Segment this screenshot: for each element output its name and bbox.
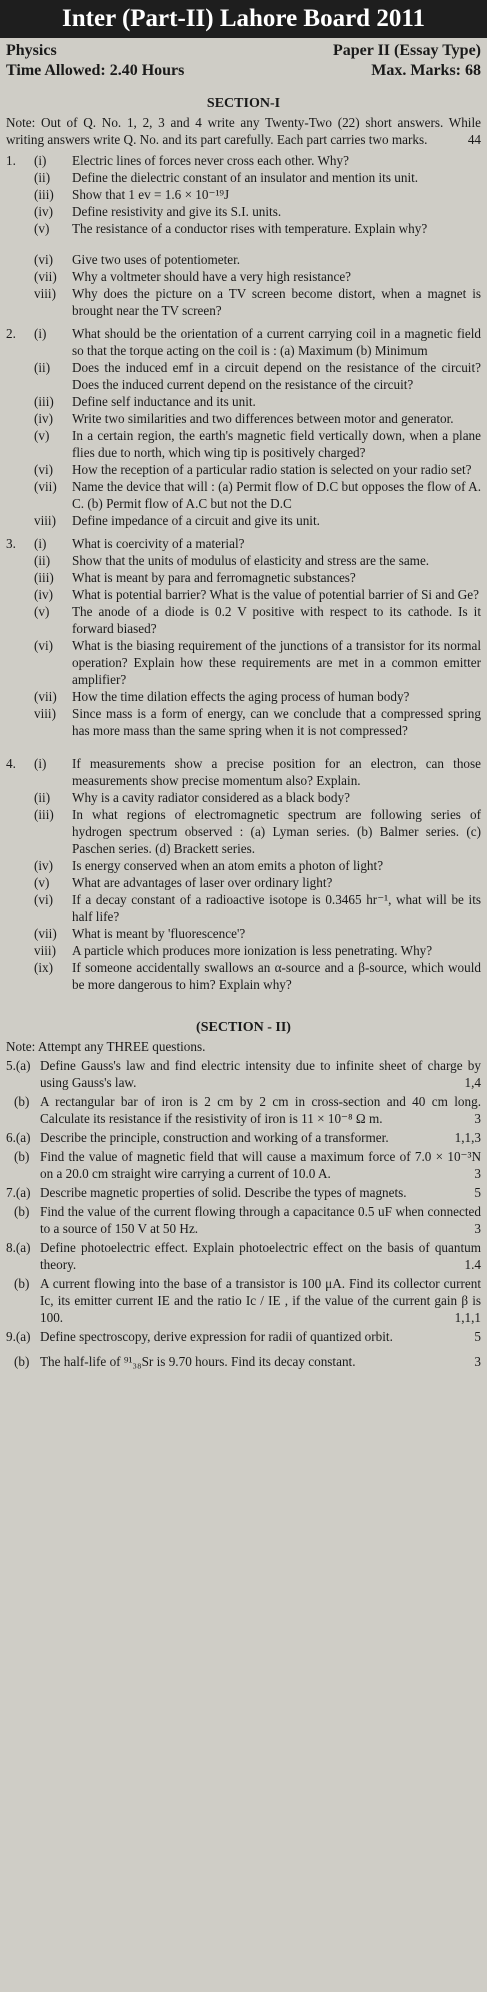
question-part (34, 220, 481, 237)
question-part (34, 925, 481, 942)
part-text: What are advantages of laser over ordinary light? (72, 875, 333, 890)
part-label: (ii) (34, 360, 51, 375)
long-question-body (40, 1239, 481, 1273)
section-1-note (6, 114, 481, 148)
part-label: (vii) (34, 269, 57, 284)
question-part (34, 359, 481, 393)
question-part (34, 569, 481, 586)
long-question (6, 1328, 481, 1345)
part-text: Is energy conserved when an atom emits a photon of light? (72, 858, 384, 873)
part-text: If measurements show a precise position for an electron, can those measurements show precise momentum also? Explain. (72, 756, 481, 788)
question-part (34, 325, 481, 359)
part-text: The anode of a diode is 0.2 V positive with respect to its cathode. Is it forward biased? (72, 604, 481, 636)
part-label: (ii) (34, 553, 51, 568)
section-2-questions (6, 1057, 481, 1370)
long-question-body (40, 1057, 481, 1091)
part-text: In a certain region, the earth's magnetic field vertically down, when a plane flies due to north, which wing tip is positively charged? (72, 428, 481, 460)
part-label: (i) (34, 326, 47, 341)
part-label: (iv) (34, 204, 54, 219)
part-text: Why does the picture on a TV screen become distort, when a magnet is brought near the TV screen? (72, 286, 481, 318)
part-text: Show that the units of modulus of elasticity and stress are the same. (72, 553, 430, 568)
long-question-number: (b) (14, 1354, 30, 1369)
part-text: What is coercivity of a material? (72, 536, 245, 551)
part-text: Electric lines of forces never cross each other. Why? (72, 153, 349, 168)
question-parts (34, 535, 481, 739)
note-marks: 44 (467, 132, 481, 147)
part-text: Give two uses of potentiometer. (72, 252, 241, 267)
part-text: Name the device that will : (a) Permit flow of D.C but opposes the flow of A. C. (b) Permit flow of A.C but not the D.C (72, 479, 481, 511)
long-question-body (40, 1093, 481, 1127)
long-question-marks: 3 (474, 1111, 481, 1126)
question-part (34, 152, 481, 169)
part-label: viii) (34, 706, 56, 721)
question-part (34, 857, 481, 874)
part-label: (vii) (34, 479, 57, 494)
part-label: viii) (34, 286, 56, 301)
part-label: (iv) (34, 858, 54, 873)
part-text: What is meant by para and ferromagnetic substances? (72, 570, 356, 585)
meta-row-1 (6, 41, 481, 61)
paper-type: Paper II (Essay Type) (332, 42, 481, 59)
subject: Physics (6, 42, 57, 59)
part-label: (i) (34, 153, 47, 168)
question-part (34, 410, 481, 427)
part-text: If someone accidentally swallows an α-source and a β-source, which would be more dangerous to him? Explain why? (72, 960, 481, 992)
part-text: Define self inductance and its unit. (72, 394, 256, 409)
long-question (6, 1057, 481, 1091)
part-label: (ix) (34, 960, 54, 975)
long-question-body (40, 1129, 481, 1146)
question-3 (6, 535, 481, 739)
part-text: Define impedance of a circuit and give its unit. (72, 513, 320, 528)
long-question-body (40, 1203, 481, 1237)
long-question-body (40, 1148, 481, 1182)
part-label: viii) (34, 513, 56, 528)
part-label: viii) (34, 943, 56, 958)
part-label: (v) (34, 221, 50, 236)
long-question-text: Define photoelectric effect. Explain photoelectric effect on the basis of quantum theory. (40, 1240, 481, 1272)
long-question-marks: 3 (474, 1221, 481, 1236)
long-question-body (40, 1353, 481, 1370)
question-part (34, 874, 481, 891)
question-part (34, 942, 481, 959)
part-label: (v) (34, 875, 50, 890)
question-number: 4. (6, 756, 16, 771)
long-question-number: 9.(a) (6, 1329, 31, 1344)
part-label: (iv) (34, 587, 54, 602)
question-2 (6, 325, 481, 529)
long-question-marks: 5 (474, 1329, 481, 1344)
part-text: Does the induced emf in a circuit depend on the resistance of the circuit? Does the induced current depend on the resistance of the circuit? (72, 360, 481, 392)
part-text: Define resistivity and give its S.I. units. (72, 204, 282, 219)
long-question-text: A current flowing into the base of a transistor is 100 μA. Find its collector current Ic, its emitter current IE and the ratio Ic / IE , if the value of the current gain β is 100. (40, 1276, 481, 1325)
long-question-number: (b) (14, 1204, 30, 1219)
question-part (34, 688, 481, 705)
long-question-text: A rectangular bar of iron is 2 cm by 2 cm in cross-section and 40 cm long. Calculate its resistance if the resistivity of iron is 11 × 10⁻⁸ Ω m. (40, 1094, 481, 1126)
paper-banner: Inter (Part-II) Lahore Board 2011 (0, 0, 487, 38)
part-label: (iii) (34, 187, 54, 202)
part-text: Define the dielectric constant of an insulator and mention its unit. (72, 170, 419, 185)
question-part (34, 603, 481, 637)
long-question (6, 1093, 481, 1127)
long-question-text: Find the value of the current flowing through a capacitance 0.5 uF when connected to a source of 150 V at 50 Hz. (40, 1204, 481, 1236)
part-text: Show that 1 ev = 1.6 × 10⁻¹⁹J (72, 187, 230, 202)
long-question-text: Describe the principle, construction and working of a transformer. (40, 1130, 389, 1145)
question-parts (34, 325, 481, 529)
part-label: (vi) (34, 462, 54, 477)
long-question-text: Find the value of magnetic field that will cause a maximum force of 7.0 × 10⁻³N on a 20.0 cm straight wire carrying a current of 10.0 A. (40, 1149, 481, 1181)
max-marks: Max. Marks: 68 (371, 62, 481, 79)
part-text: A particle which produces more ionization is less penetrating. Why? (72, 943, 433, 958)
long-question (6, 1239, 481, 1273)
part-text: What is potential barrier? What is the value of potential barrier of Si and Ge? (72, 587, 479, 602)
part-text: If a decay constant of a radioactive isotope is 0.3465 hr⁻¹, what will be its half life? (72, 892, 481, 924)
long-question-marks: 1,4 (464, 1075, 481, 1090)
note-text: Note: Out of Q. No. 1, 2, 3 and 4 write any Twenty-Two (22) short answers. While writing answers write Q. No. and its part carefully. Each part carries two marks. (6, 115, 481, 147)
part-text: What is meant by 'fluorescence'? (72, 926, 246, 941)
part-label: (vii) (34, 689, 57, 704)
long-question-body (40, 1275, 481, 1326)
part-label: (vi) (34, 252, 54, 267)
long-question-number: 7.(a) (6, 1185, 31, 1200)
part-text: Why a voltmeter should have a very high resistance? (72, 269, 352, 284)
part-label: (i) (34, 536, 47, 551)
part-label: (ii) (34, 170, 51, 185)
question-part (34, 806, 481, 857)
question-1 (6, 152, 481, 319)
time-allowed: Time Allowed: 2.40 Hours (6, 62, 185, 79)
question-part (34, 285, 481, 319)
long-question-text: The half-life of ⁹¹₃₈Sr is 9.70 hours. Find its decay constant. (40, 1354, 356, 1369)
long-question-number: (b) (14, 1149, 30, 1164)
question-part (34, 535, 481, 552)
part-label: (iii) (34, 570, 54, 585)
question-parts (34, 152, 481, 319)
question-part (34, 427, 481, 461)
part-label: (iii) (34, 394, 54, 409)
section-2-title: (SECTION - II) (196, 1020, 291, 1035)
question-part (34, 512, 481, 529)
section-1-questions (6, 152, 481, 993)
question-part (34, 552, 481, 569)
question-4 (6, 755, 481, 993)
question-part (34, 251, 481, 268)
part-label: (vi) (34, 892, 54, 907)
part-label: (v) (34, 428, 50, 443)
question-part (34, 461, 481, 478)
part-label: (i) (34, 756, 47, 771)
part-text: How the time dilation effects the aging process of human body? (72, 689, 410, 704)
section-2-note: Note: Attempt any THREE questions. (6, 1039, 206, 1054)
part-label: (iii) (34, 807, 54, 822)
long-question (6, 1275, 481, 1326)
long-question-number: 5.(a) (6, 1058, 31, 1073)
long-question (6, 1203, 481, 1237)
question-parts (34, 755, 481, 993)
question-part (34, 393, 481, 410)
question-part (34, 789, 481, 806)
long-question-body (40, 1328, 481, 1345)
long-question-marks: 3 (474, 1354, 481, 1369)
long-question (6, 1148, 481, 1182)
long-question-text: Define spectroscopy, derive expression for radii of quantized orbit. (40, 1329, 393, 1344)
long-question-body (40, 1184, 481, 1201)
section-1-title: SECTION-I (206, 96, 281, 111)
long-question-marks: 5 (474, 1185, 481, 1200)
long-question-number: 6.(a) (6, 1130, 31, 1145)
part-label: (v) (34, 604, 50, 619)
part-text: Since mass is a form of energy, can we conclude that a compressed spring has more mass than the same spring when it is not compressed? (72, 706, 481, 738)
long-question-number: (b) (14, 1094, 30, 1109)
part-text: The resistance of a conductor rises with temperature. Explain why? (72, 221, 428, 236)
long-question-marks: 1,1,3 (454, 1130, 481, 1145)
long-question-number: (b) (14, 1276, 30, 1291)
long-question (6, 1353, 481, 1370)
long-question-marks: 1.4 (464, 1257, 481, 1272)
question-number: 2. (6, 326, 16, 341)
part-label: (ii) (34, 790, 51, 805)
long-question (6, 1184, 481, 1201)
question-part (34, 891, 481, 925)
question-part (34, 586, 481, 603)
question-part (34, 186, 481, 203)
question-part (34, 478, 481, 512)
long-question-marks: 1,1,1 (454, 1310, 481, 1325)
long-question (6, 1129, 481, 1146)
question-part (34, 637, 481, 688)
part-label: (iv) (34, 411, 54, 426)
question-number: 1. (6, 153, 16, 168)
part-label: (vii) (34, 926, 57, 941)
part-text: In what regions of electromagnetic spectrum are following series of hydrogen spectrum observed : (a) Lyman series. (b) Balmer series. (c) Paschen series. (d) Brackett series. (72, 807, 481, 856)
question-number: 3. (6, 536, 16, 551)
meta-row-2 (6, 61, 481, 81)
part-text: How the reception of a particular radio station is selected on your radio set? (72, 462, 472, 477)
part-text: Write two similarities and two differences between motor and generator. (72, 411, 454, 426)
long-question-text: Define Gauss's law and find electric intensity due to infinite sheet of charge by using Gauss's law. (40, 1058, 481, 1090)
question-part (34, 755, 481, 789)
part-text: What should be the orientation of a current carrying coil in a magnetic field so that the torque acting on the coil is : (a) Maximum (b) Minimum (72, 326, 481, 358)
part-text: What is the biasing requirement of the junctions of a transistor for its normal operation? Explain how these requirements are met in a common emitter amplifier? (72, 638, 481, 687)
long-question-text: Describe magnetic properties of solid. Describe the types of magnets. (40, 1185, 407, 1200)
question-part (34, 169, 481, 186)
long-question-marks: 3 (474, 1166, 481, 1181)
question-part (34, 959, 481, 993)
question-part (34, 268, 481, 285)
question-part (34, 705, 481, 739)
part-label: (vi) (34, 638, 54, 653)
part-text: Why is a cavity radiator considered as a black body? (72, 790, 350, 805)
long-question-number: 8.(a) (6, 1240, 31, 1255)
question-part (34, 203, 481, 220)
